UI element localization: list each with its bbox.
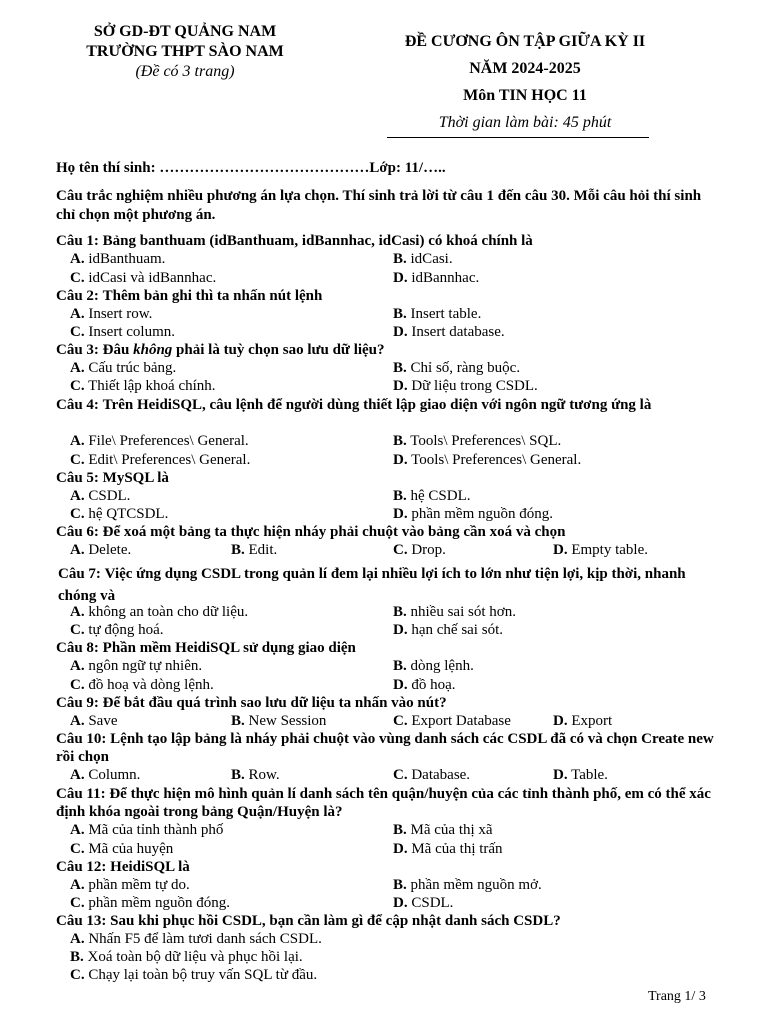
option-b: B. Chỉ số, ràng buộc.: [393, 360, 521, 376]
option-d: D. Insert database.: [393, 324, 505, 340]
page-count-note: (Đề có 3 trang): [135, 63, 235, 80]
option-b: B. hệ CSDL.: [393, 488, 471, 504]
option-a: A. File\ Preferences\ General.: [70, 433, 249, 449]
option-c: C. hệ QTCSDL.: [70, 506, 169, 522]
question-text: Đâu không phải là tuỳ chọn sao lưu dữ liệu?: [102, 342, 385, 358]
question-text: Để thực hiện mô hình quản lí danh sách tên quận/huyện của các tỉnh thành phố, em có thể xác định khóa ngoài trong bảng Quận/Huyện là?: [56, 786, 711, 820]
option-c: C. tự động hoá.: [70, 622, 164, 638]
option-a: A. Column.: [70, 767, 141, 783]
option-a: A. phần mềm tự do.: [70, 877, 190, 893]
option-a: A. Nhấn F5 để làm tươi danh sách CSDL.: [70, 931, 322, 947]
school-year: NĂM 2024-2025: [469, 60, 581, 77]
option-b: B. Edit.: [231, 542, 278, 558]
option-c: C. đồ hoạ và dòng lệnh.: [70, 677, 214, 693]
question-text: Để xoá một bảng ta thực hiện nháy phải chuột vào bảng cần xoá và chọn: [102, 524, 566, 540]
question-text: Trên HeidiSQL, câu lệnh để người dùng thiết lập giao diện với ngôn ngữ tương ứng là: [102, 397, 652, 413]
question-10: [56, 730, 726, 766]
option-d: D. Empty table.: [553, 542, 648, 558]
option-c: C. Thiết lập khoá chính.: [70, 378, 216, 394]
option-a: A. Save: [70, 713, 118, 729]
subject-name: Môn TIN HỌC 11: [463, 87, 587, 104]
option-b: B. Insert table.: [393, 306, 482, 322]
school-name: TRƯỜNG THPT SÀO NAM: [86, 43, 284, 60]
instructions: Câu trắc nghiệm nhiều phương án lựa chọn. Thí sinh trả lời từ câu 1 đến câu 30. Mỗi câu hỏi thí sinh chỉ chọn một phương án.: [56, 188, 702, 223]
question-number: Câu 6:: [56, 524, 99, 540]
question-text: HeidiSQL là: [110, 859, 190, 875]
question-1: [56, 232, 726, 250]
option-a: A. Mã của tỉnh thành phố: [70, 822, 224, 838]
option-d: D. Dữ liệu trong CSDL.: [393, 378, 538, 394]
question-text: MySQL là: [102, 470, 169, 486]
department-name: SỞ GD-ĐT QUẢNG NAM: [93, 23, 277, 40]
option-a: A. không an toàn cho dữ liệu.: [70, 604, 249, 620]
option-c: C. Drop.: [393, 542, 446, 558]
option-b: B. Row.: [231, 767, 280, 783]
question-text: Bảng banthuam (idBanthuam, idBannhac, idCasi) có khoá chính là: [102, 233, 533, 249]
question-2: [56, 287, 726, 305]
question-number: Câu 12:: [56, 859, 107, 875]
option-c: C. Export Database: [393, 713, 511, 729]
question-number: Câu 5:: [56, 470, 99, 486]
question-number: Câu 8:: [56, 640, 99, 656]
option-c: C. Insert column.: [70, 324, 175, 340]
question-number: Câu 7:: [58, 566, 101, 582]
question-number: Câu 10:: [56, 731, 107, 747]
page-number: Trang 1/ 3: [648, 989, 706, 1004]
option-c: C. idCasi và idBannhac.: [70, 270, 217, 286]
question-3: [56, 341, 726, 359]
question-text: Sau khi phục hồi CSDL, bạn cần làm gì để cập nhật danh sách CSDL?: [110, 913, 561, 929]
option-a: A. idBanthuam.: [70, 251, 166, 267]
time-limit: Thời gian làm bài: 45 phút: [438, 114, 612, 131]
question-9: [56, 694, 726, 712]
option-b: B. New Session: [231, 713, 327, 729]
question-number: Câu 9:: [56, 695, 99, 711]
option-a: A. Cấu trúc bảng.: [70, 360, 177, 376]
question-7: [58, 563, 723, 607]
question-5: [56, 469, 726, 487]
option-c: C. Edit\ Preferences\ General.: [70, 452, 251, 468]
option-d: D. Export: [553, 713, 613, 729]
option-b: B. dòng lệnh.: [393, 658, 474, 674]
option-a: A. CSDL.: [70, 488, 131, 504]
question-text: Để bắt đầu quá trình sao lưu dữ liệu ta nhấn vào nút?: [102, 695, 447, 711]
question-text: Việc ứng dụng CSDL trong quản lí đem lại nhiều lợi ích to lớn như tiện lợi, kịp thời, nhanh chóng và: [58, 566, 686, 604]
question-12: [56, 858, 726, 876]
header-divider: [387, 137, 649, 138]
option-c: C. Mã của huyện: [70, 841, 174, 857]
question-number: Câu 2:: [56, 288, 99, 304]
option-d: D. Mã của thị trấn: [393, 841, 503, 857]
option-b: B. Xoá toàn bộ dữ liệu và phục hồi lại.: [70, 949, 303, 965]
option-d: D. CSDL.: [393, 895, 454, 911]
question-text: Phần mềm HeidiSQL sử dụng giao diện: [102, 640, 356, 656]
question-number: Câu 13:: [56, 913, 107, 929]
option-c: C. phần mềm nguồn đóng.: [70, 895, 230, 911]
option-b: B. phần mềm nguồn mở.: [393, 877, 542, 893]
option-b: B. Tools\ Preferences\ SQL.: [393, 433, 562, 449]
exam-title: ĐỀ CƯƠNG ÔN TẬP GIỮA KỲ II: [404, 33, 646, 50]
question-8: [56, 639, 726, 657]
question-4: [56, 396, 726, 414]
option-d: D. hạn chế sai sót.: [393, 622, 503, 638]
option-b: B. idCasi.: [393, 251, 453, 267]
exam-header: [360, 28, 690, 136]
question-number: Câu 4:: [56, 397, 99, 413]
question-number: Câu 1:: [56, 233, 99, 249]
option-c: C. Database.: [393, 767, 471, 783]
option-a: A. Insert row.: [70, 306, 153, 322]
option-d: D. idBannhac.: [393, 270, 480, 286]
option-d: D. phần mềm nguồn đóng.: [393, 506, 553, 522]
school-header: [60, 22, 310, 82]
question-text: Lệnh tạo lập bảng là nháy phải chuột vào vùng danh sách các CSDL đã có và chọn Create new rồi chọn: [56, 731, 714, 765]
option-b: B. nhiều sai sót hơn.: [393, 604, 516, 620]
question-number: Câu 11:: [56, 786, 106, 802]
question-text: Thêm bản ghi thì ta nhấn nút lệnh: [102, 288, 323, 304]
question-13: [56, 912, 726, 930]
question-6: [56, 523, 726, 541]
option-d: D. đồ hoạ.: [393, 677, 456, 693]
option-d: D. Table.: [553, 767, 608, 783]
option-a: A. ngôn ngữ tự nhiên.: [70, 658, 203, 674]
option-c: C. Chạy lại toàn bộ truy vấn SQL từ đầu.: [70, 967, 318, 983]
option-d: D. Tools\ Preferences\ General.: [393, 452, 582, 468]
student-info-line: Họ tên thí sinh: ……………………………………Lớp: 11/…..: [56, 160, 446, 176]
question-11: [56, 785, 726, 821]
question-number: Câu 3:: [56, 342, 99, 358]
option-a: A. Delete.: [70, 542, 132, 558]
option-b: B. Mã của thị xã: [393, 822, 493, 838]
